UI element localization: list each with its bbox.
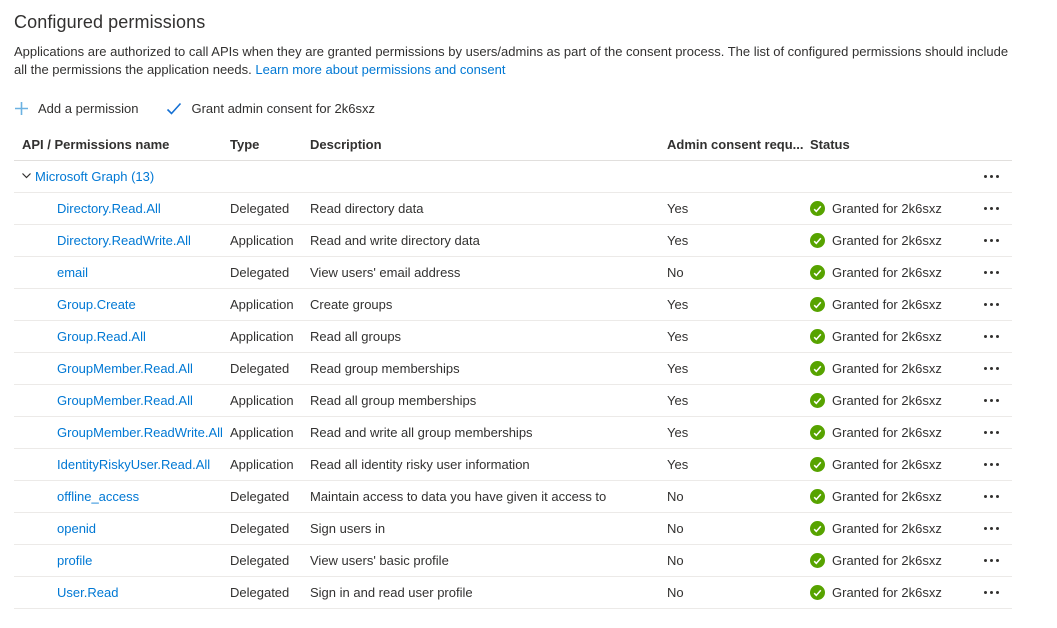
row-menu-button[interactable] xyxy=(982,395,1001,406)
granted-check-icon xyxy=(810,361,825,376)
status-text: Granted for 2k6sxz xyxy=(832,585,942,600)
row-menu-button[interactable] xyxy=(982,203,1001,214)
status-text: Granted for 2k6sxz xyxy=(832,425,942,440)
permission-type: Delegated xyxy=(230,521,290,536)
status-cell xyxy=(810,361,970,376)
admin-consent-required: Yes xyxy=(667,457,689,472)
status-text: Granted for 2k6sxz xyxy=(832,265,942,280)
permission-description: Maintain access to data you have given it access to xyxy=(310,489,607,504)
permission-row xyxy=(14,449,1012,481)
permission-row xyxy=(14,321,1012,353)
permission-row xyxy=(14,481,1012,513)
granted-check-icon xyxy=(810,489,825,504)
api-group-link[interactable]: Microsoft Graph (13) xyxy=(35,169,155,184)
permission-name-link[interactable]: IdentityRiskyUser.Read.All xyxy=(57,457,211,472)
row-menu-button[interactable] xyxy=(982,459,1001,470)
status-text: Granted for 2k6sxz xyxy=(832,297,942,312)
permission-description: View users' basic profile xyxy=(310,553,449,568)
column-header-api-permissions-name: API / Permissions name xyxy=(22,137,170,152)
granted-check-icon xyxy=(810,553,825,568)
learn-more-link[interactable]: Learn more about permissions and consent xyxy=(255,61,506,77)
permission-type: Delegated xyxy=(230,489,290,504)
permission-name-link[interactable]: Directory.Read.All xyxy=(57,201,161,216)
status-cell xyxy=(810,329,970,344)
admin-consent-required: No xyxy=(667,585,684,600)
status-text: Granted for 2k6sxz xyxy=(832,233,942,248)
permission-description: Read group memberships xyxy=(310,361,460,376)
permissions-table xyxy=(14,129,1012,609)
admin-consent-required: Yes xyxy=(667,329,689,344)
plus-icon xyxy=(14,101,29,116)
permission-name-link[interactable]: Group.Create xyxy=(57,297,136,312)
status-text: Granted for 2k6sxz xyxy=(832,553,942,568)
status-text: Granted for 2k6sxz xyxy=(832,521,942,536)
granted-check-icon xyxy=(810,521,825,536)
granted-check-icon xyxy=(810,265,825,280)
status-cell xyxy=(810,585,970,600)
granted-check-icon xyxy=(810,297,825,312)
status-cell xyxy=(810,521,970,536)
permission-name-link[interactable]: offline_access xyxy=(57,489,140,504)
admin-consent-required: No xyxy=(667,489,684,504)
permission-type: Application xyxy=(230,233,294,248)
description-text xyxy=(14,43,1010,78)
admin-consent-required: Yes xyxy=(667,425,689,440)
permission-description: Read all groups xyxy=(310,329,402,344)
permission-type: Delegated xyxy=(230,361,290,376)
status-text: Granted for 2k6sxz xyxy=(832,361,942,376)
chevron-down-icon xyxy=(20,169,33,185)
status-cell xyxy=(810,553,970,568)
status-cell xyxy=(810,489,970,504)
admin-consent-required: No xyxy=(667,553,684,568)
status-cell xyxy=(810,297,970,312)
permission-description: Read all group memberships xyxy=(310,393,477,408)
permission-row xyxy=(14,577,1012,609)
row-menu-button[interactable] xyxy=(982,555,1001,566)
column-header-type: Type xyxy=(230,137,260,152)
permission-type: Delegated xyxy=(230,201,290,216)
row-menu-button[interactable] xyxy=(982,267,1001,278)
granted-check-icon xyxy=(810,393,825,408)
status-cell xyxy=(810,233,970,248)
admin-consent-required: Yes xyxy=(667,393,689,408)
column-header-status: Status xyxy=(810,137,850,152)
permission-type: Delegated xyxy=(230,265,290,280)
row-menu-button[interactable] xyxy=(982,299,1001,310)
description-body: Applications are authorized to call APIs when they are granted permissions by users/admins as part of the consent process. The list of configured permissions should include all the permissions the application needs. xyxy=(14,44,1009,77)
granted-check-icon xyxy=(810,457,825,472)
permission-name-link[interactable]: GroupMember.ReadWrite.All xyxy=(57,425,223,440)
permission-description: Read directory data xyxy=(310,201,424,216)
permission-type: Delegated xyxy=(230,553,290,568)
permission-name-link[interactable]: openid xyxy=(57,521,97,536)
status-text: Granted for 2k6sxz xyxy=(832,201,942,216)
status-cell xyxy=(810,265,970,280)
admin-consent-required: Yes xyxy=(667,233,689,248)
permission-type: Application xyxy=(230,425,294,440)
grant-admin-consent-label: Grant admin consent for 2k6sxz xyxy=(191,101,375,116)
permission-name-link[interactable]: Group.Read.All xyxy=(57,329,146,344)
column-header-description: Description xyxy=(310,137,382,152)
permission-type: Application xyxy=(230,393,294,408)
status-text: Granted for 2k6sxz xyxy=(832,393,942,408)
permission-type: Application xyxy=(230,457,294,472)
permission-row xyxy=(14,225,1012,257)
row-menu-button[interactable] xyxy=(982,523,1001,534)
status-text: Granted for 2k6sxz xyxy=(832,489,942,504)
permission-row xyxy=(14,417,1012,449)
permission-name-link[interactable]: email xyxy=(57,265,89,280)
permission-row xyxy=(14,353,1012,385)
permission-description: Read and write all group memberships xyxy=(310,425,533,440)
permission-name-link[interactable]: profile xyxy=(57,553,93,568)
row-menu-button[interactable] xyxy=(982,331,1001,342)
granted-check-icon xyxy=(810,201,825,216)
permission-type: Delegated xyxy=(230,585,290,600)
status-cell xyxy=(810,425,970,440)
permission-row xyxy=(14,545,1012,577)
column-header-admin-consent: Admin consent requ... xyxy=(667,137,804,152)
permission-name-link[interactable]: GroupMember.Read.All xyxy=(57,361,193,376)
add-permission-button[interactable] xyxy=(14,101,138,116)
permission-row xyxy=(14,257,1012,289)
permission-type: Application xyxy=(230,297,294,312)
permission-name-link[interactable]: Directory.ReadWrite.All xyxy=(57,233,191,248)
checkmark-icon xyxy=(166,102,182,115)
admin-consent-required: Yes xyxy=(667,297,689,312)
collapse-group-button[interactable] xyxy=(20,169,33,185)
permission-type: Application xyxy=(230,329,294,344)
permission-description: Read and write directory data xyxy=(310,233,480,248)
permission-name-link[interactable]: GroupMember.Read.All xyxy=(57,393,193,408)
admin-consent-required: Yes xyxy=(667,201,689,216)
row-menu-button[interactable] xyxy=(982,427,1001,438)
permission-description: Sign users in xyxy=(310,521,386,536)
status-text: Granted for 2k6sxz xyxy=(832,329,942,344)
status-cell xyxy=(810,393,970,408)
admin-consent-required: Yes xyxy=(667,361,689,376)
status-cell xyxy=(810,457,970,472)
permission-description: View users' email address xyxy=(310,265,461,280)
table-header-row xyxy=(14,129,1012,161)
granted-check-icon xyxy=(810,233,825,248)
admin-consent-required: No xyxy=(667,265,684,280)
command-bar xyxy=(14,101,1057,116)
row-menu-button[interactable] xyxy=(982,363,1001,374)
row-menu-button[interactable] xyxy=(982,491,1001,502)
page-title: Configured permissions xyxy=(14,12,206,32)
status-cell xyxy=(810,201,970,216)
row-menu-button[interactable] xyxy=(982,235,1001,246)
permission-row xyxy=(14,193,1012,225)
permission-description: Sign in and read user profile xyxy=(310,585,473,600)
admin-consent-required: No xyxy=(667,521,684,536)
row-menu-button[interactable] xyxy=(982,587,1001,598)
permission-row xyxy=(14,385,1012,417)
permission-description: Create groups xyxy=(310,297,393,312)
grant-admin-consent-button[interactable] xyxy=(166,101,375,116)
add-permission-label: Add a permission xyxy=(38,101,139,116)
permission-name-link[interactable]: User.Read xyxy=(57,585,119,600)
table-body xyxy=(14,193,1012,609)
granted-check-icon xyxy=(810,425,825,440)
group-menu-button[interactable] xyxy=(982,171,1001,182)
granted-check-icon xyxy=(810,329,825,344)
permission-row xyxy=(14,513,1012,545)
granted-check-icon xyxy=(810,585,825,600)
api-group-row xyxy=(14,161,1012,193)
permission-row xyxy=(14,289,1012,321)
status-text: Granted for 2k6sxz xyxy=(832,457,942,472)
permission-description: Read all identity risky user information xyxy=(310,457,530,472)
